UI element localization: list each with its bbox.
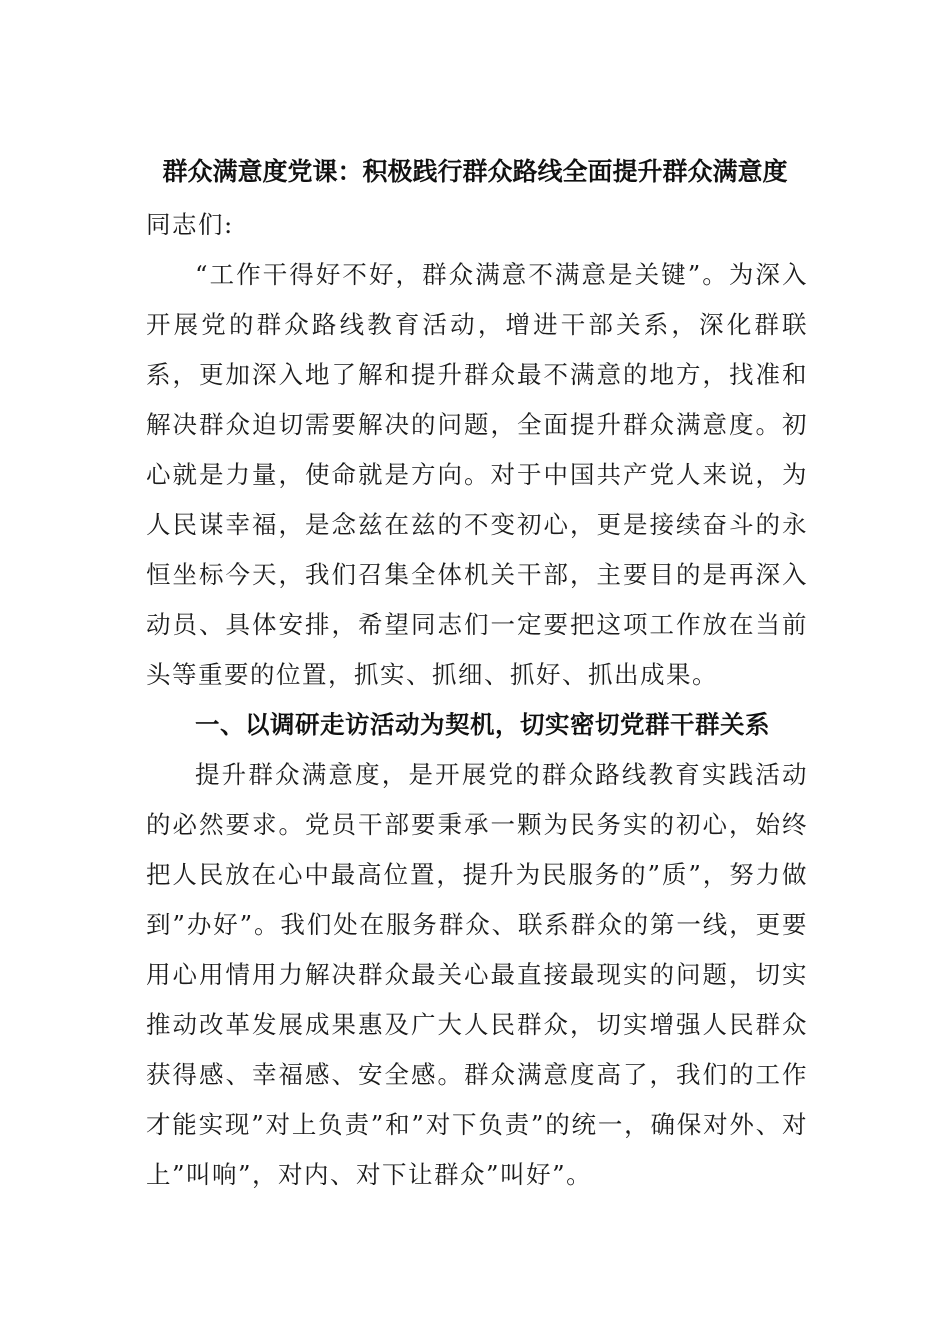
document-title: 群众满意度党课：积极践行群众路线全面提升群众满意度 [162, 157, 788, 186]
document-body [146, 200, 808, 1200]
paragraph-section-1: 提升群众满意度，是开展党的群众路线教育实践活动的必然要求。党员干部要秉承一颗为民务实的初心，始终把人民放在心中最高位置，提升为民服务的”质”，努力做到”办好”。我们处在服务群众、联系群众的第一线，更要用心用情用力解决群众最关心最直接最现实的问题，切实推动改革发展成果惠及广大人民群众，切实增强人民群众获得感、幸福感、安全感。群众满意度高了，我们的工作才能实现”对上负责”和”对下负责”的统一，确保对外、对上”叫响”，对内、对下让群众”叫好”。 [146, 760, 808, 1189]
paragraph-intro: “工作干得好不好，群众满意不满意是关键”。为深入开展党的群众路线教育活动，增进干部关系，深化群联系，更加深入地了解和提升群众最不满意的地方，找准和解决群众迫切需要解决的问题，全面提升群众满意度。初心就是力量，使命就是方向。对于中国共产党人来说，为人民谋幸福，是念兹在兹的不变初心，更是接续奋斗的永恒坐标今天，我们召集全体机关干部，主要目的是再深入动员、具体安排，希望同志们一定要把这项工作放在当前头等重要的位置，抓实、抓细、抓好、抓出成果。 [146, 260, 808, 689]
greeting: 同志们: [146, 210, 234, 239]
section-heading: 一、以调研走访活动为契机，切实密切党群干群关系 [195, 710, 770, 739]
